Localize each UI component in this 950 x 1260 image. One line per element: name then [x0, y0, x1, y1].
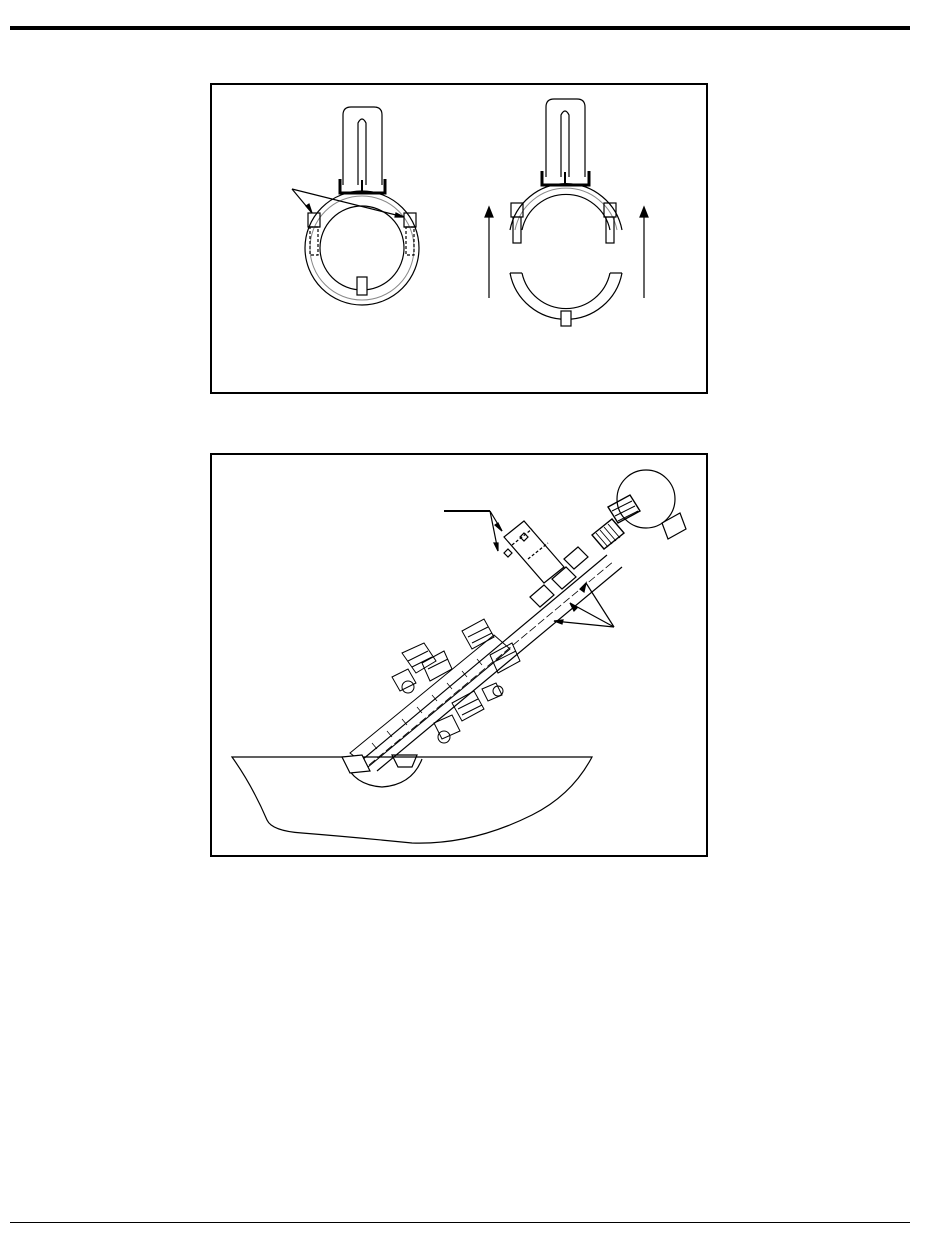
- clamp-drawing: [212, 85, 706, 392]
- clamp-separated-icon: [485, 99, 648, 326]
- pipe-section-icon: [232, 757, 592, 843]
- header-rule: [10, 26, 910, 30]
- clamp-figure: [210, 83, 708, 394]
- clamp-assembled-icon: [292, 107, 419, 305]
- probe-drawing: [212, 455, 706, 855]
- probe-figure: [210, 453, 708, 857]
- footer-rule: [10, 1222, 910, 1223]
- probe-assembly-icon: [342, 470, 686, 773]
